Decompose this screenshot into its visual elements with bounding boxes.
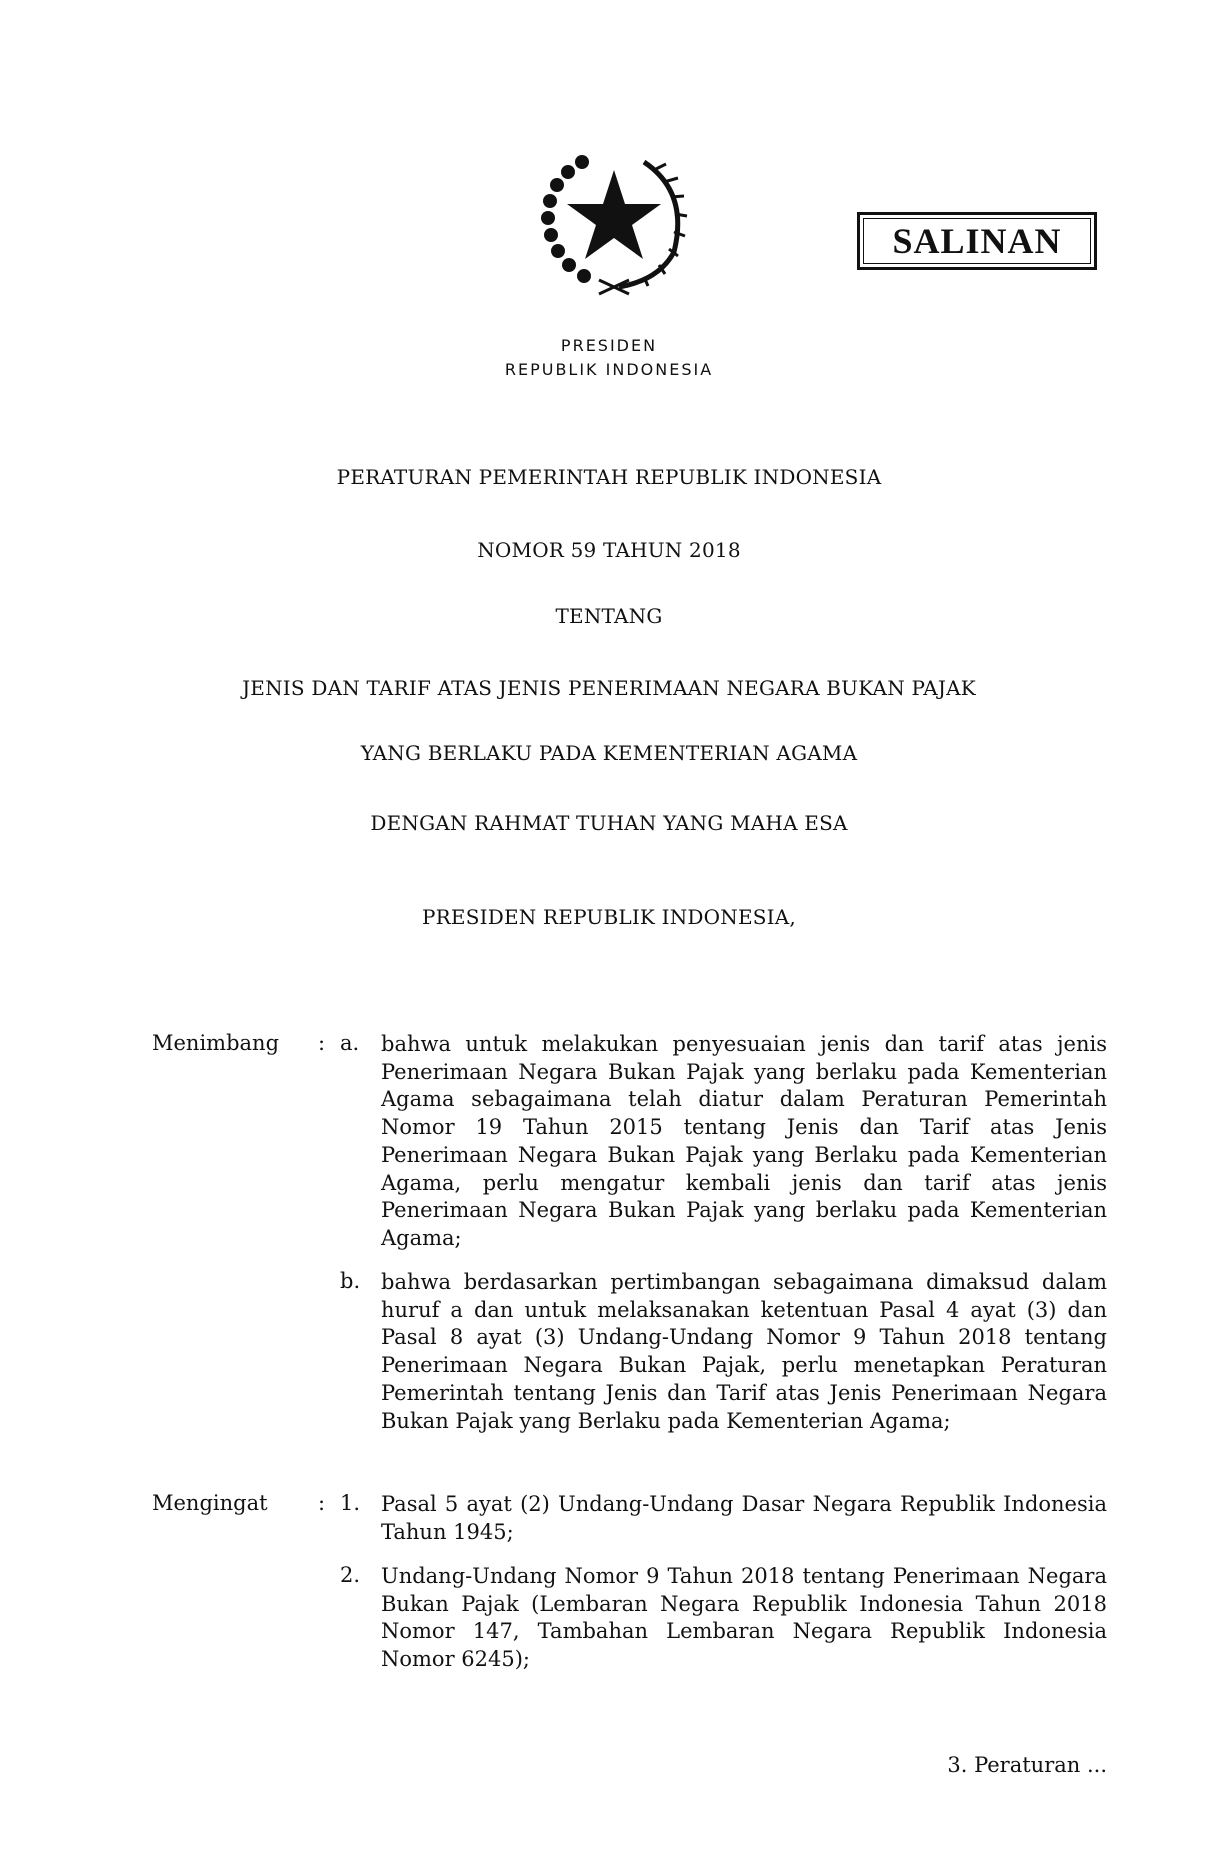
mengingat-label: Mengingat (152, 1491, 268, 1515)
regulation-number: NOMOR 59 TAHUN 2018 (477, 538, 741, 562)
mengingat-item-1: Pasal 5 ayat (2) Undang-Undang Dasar Negara Republik Indonesia Tahun 1945; (381, 1492, 1107, 1544)
mengingat-colon: : (318, 1491, 326, 1515)
garuda-presidential-emblem (524, 152, 704, 297)
invocation: DENGAN RAHMAT TUHAN YANG MAHA ESA (370, 811, 848, 835)
issuer: PRESIDEN REPUBLIK INDONESIA, (422, 905, 796, 929)
mengingat-item-2-mark: 2. (340, 1563, 361, 1587)
star-wreath-icon (524, 152, 704, 297)
menimbang-item-a-mark: a. (340, 1031, 360, 1055)
emblem-caption-presiden: PRESIDEN (560, 336, 658, 355)
menimbang-label: Menimbang (152, 1031, 280, 1055)
mengingat-item-2: Undang-Undang Nomor 9 Tahun 2018 tentang Penerimaan Negara Bukan Pajak (Lembaran Negara Republik Indonesia Tahun 2018 Nomor 147, Tambahan Lembaran Negara Republik Indonesia Nomor 6245); (381, 1564, 1107, 1672)
regulation-subject-1: JENIS DAN TARIF ATAS JENIS PENERIMAAN NEGARA BUKAN PAJAK (242, 676, 976, 700)
menimbang-item-b-mark: b. (340, 1269, 361, 1293)
regulation-title: PERATURAN PEMERINTAH REPUBLIK INDONESIA (336, 465, 882, 489)
menimbang-item-b: bahwa berdasarkan pertimbangan sebagaimana dimaksud dalam huruf a dan untuk melaksanakan ketentuan Pasal 4 ayat (3) dan Pasal 8 ayat (3) Undang-Undang Nomor 9 Tahun 2018 tentang Penerimaan Negara Bukan Pajak, perlu menetapkan Peraturan Pemerintah tentang Jenis dan Tarif atas Jenis Penerimaan Negara Bukan Pajak yang Berlaku pada Kementerian Agama; (381, 1270, 1107, 1433)
menimbang-colon: : (318, 1031, 326, 1055)
salinan-stamp (857, 212, 1097, 270)
regulation-tentang: TENTANG (555, 604, 663, 628)
menimbang-item-a: bahwa untuk melakukan penyesuaian jenis dan tarif atas jenis Penerimaan Negara Bukan Pajak yang berlaku pada Kementerian Agama sebagaimana telah diatur dalam Peraturan Pemerintah Nomor 19 Tahun 2015 tentang Jenis dan Tarif atas Jenis Penerimaan Negara Bukan Pajak yang Berlaku pada Kementerian Agama, perlu mengatur kembali jenis dan tarif atas jenis Penerimaan Negara Bukan Pajak yang berlaku pada Kementerian Agama; (381, 1032, 1107, 1250)
page-continuation: 3. Peraturan ... (947, 1753, 1107, 1777)
emblem-caption-republik: REPUBLIK INDONESIA (504, 360, 714, 379)
salinan-label: SALINAN (892, 221, 1062, 261)
mengingat-item-1-mark: 1. (340, 1491, 361, 1515)
regulation-subject-2: YANG BERLAKU PADA KEMENTERIAN AGAMA (360, 741, 858, 765)
